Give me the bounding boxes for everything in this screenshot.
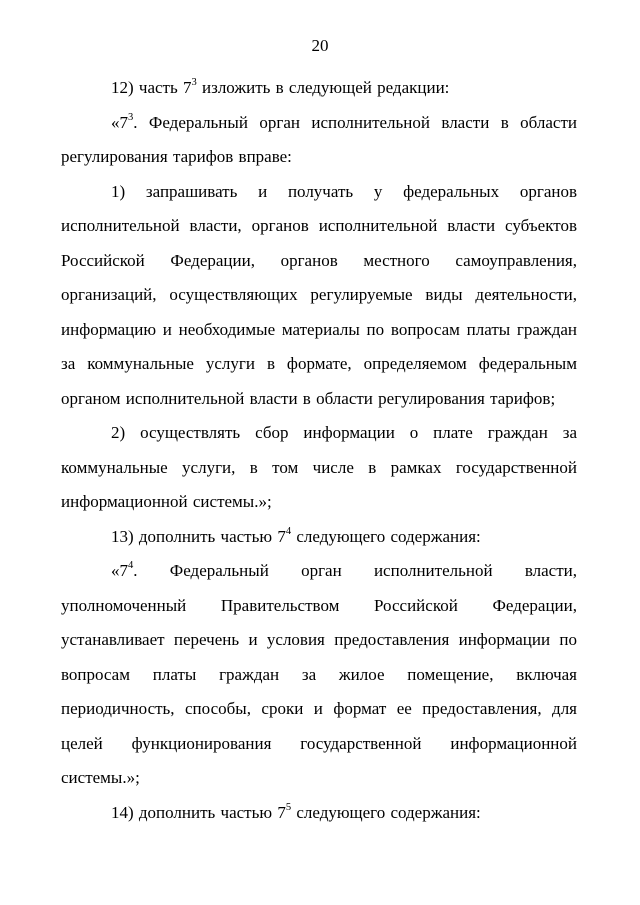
text-run: 13) дополнить частью 7 — [111, 526, 286, 546]
text-run: следующего содержания: — [291, 526, 481, 546]
superscript: 4 — [128, 560, 134, 572]
text-run: «7 — [111, 112, 128, 132]
paragraph — [61, 796, 577, 831]
text-run: «7 — [111, 561, 128, 580]
text-run: следующего содержания: — [291, 802, 481, 822]
superscript: 4 — [285, 525, 292, 537]
text-run: изложить в следующей редакции: — [196, 78, 450, 97]
paragraph — [61, 71, 577, 106]
paragraph — [61, 520, 577, 555]
paragraph — [61, 106, 577, 175]
page-number: 20 — [311, 36, 329, 55]
text-run: 12) часть 7 — [111, 78, 192, 97]
superscript: 3 — [128, 111, 134, 123]
paragraph — [61, 175, 577, 417]
text-run: 1) запрашивать и получать у федеральных органов исполнительной власти, органов исполнительной власти субъектов Российской Федерации, органов местного самоуправления, организаций, осуществляющих регулируемые виды деятельности, информацию и необходимые материалы по вопросам платы граждан за коммунальные услуги в формате, определяемом федеральным органом исполнительной власти в области регулирования тарифов; — [61, 181, 577, 408]
paragraph — [61, 554, 577, 796]
text-run: . Федеральный орган исполнительной власти в области регулирования тарифов вправе: — [61, 112, 577, 166]
superscript: 3 — [191, 77, 197, 89]
document-body — [61, 71, 577, 830]
superscript: 5 — [285, 801, 292, 813]
text-run: 2) осуществлять сбор информации о плате граждан за коммунальные услуги, в том числе в рамках государственной информационной системы.»; — [61, 423, 577, 511]
paragraph — [61, 416, 577, 520]
text-run: 14) дополнить частью 7 — [111, 802, 286, 822]
text-run: . Федеральный орган исполнительной власти, уполномоченный Правительством Российской Федерации, устанавливает перечень и условия предоставления информации по вопросам платы граждан за жилое помещение, включая периодичность, способы, сроки и формат ее предоставления, для целей функционирования государственной информационной системы.»; — [61, 561, 577, 787]
